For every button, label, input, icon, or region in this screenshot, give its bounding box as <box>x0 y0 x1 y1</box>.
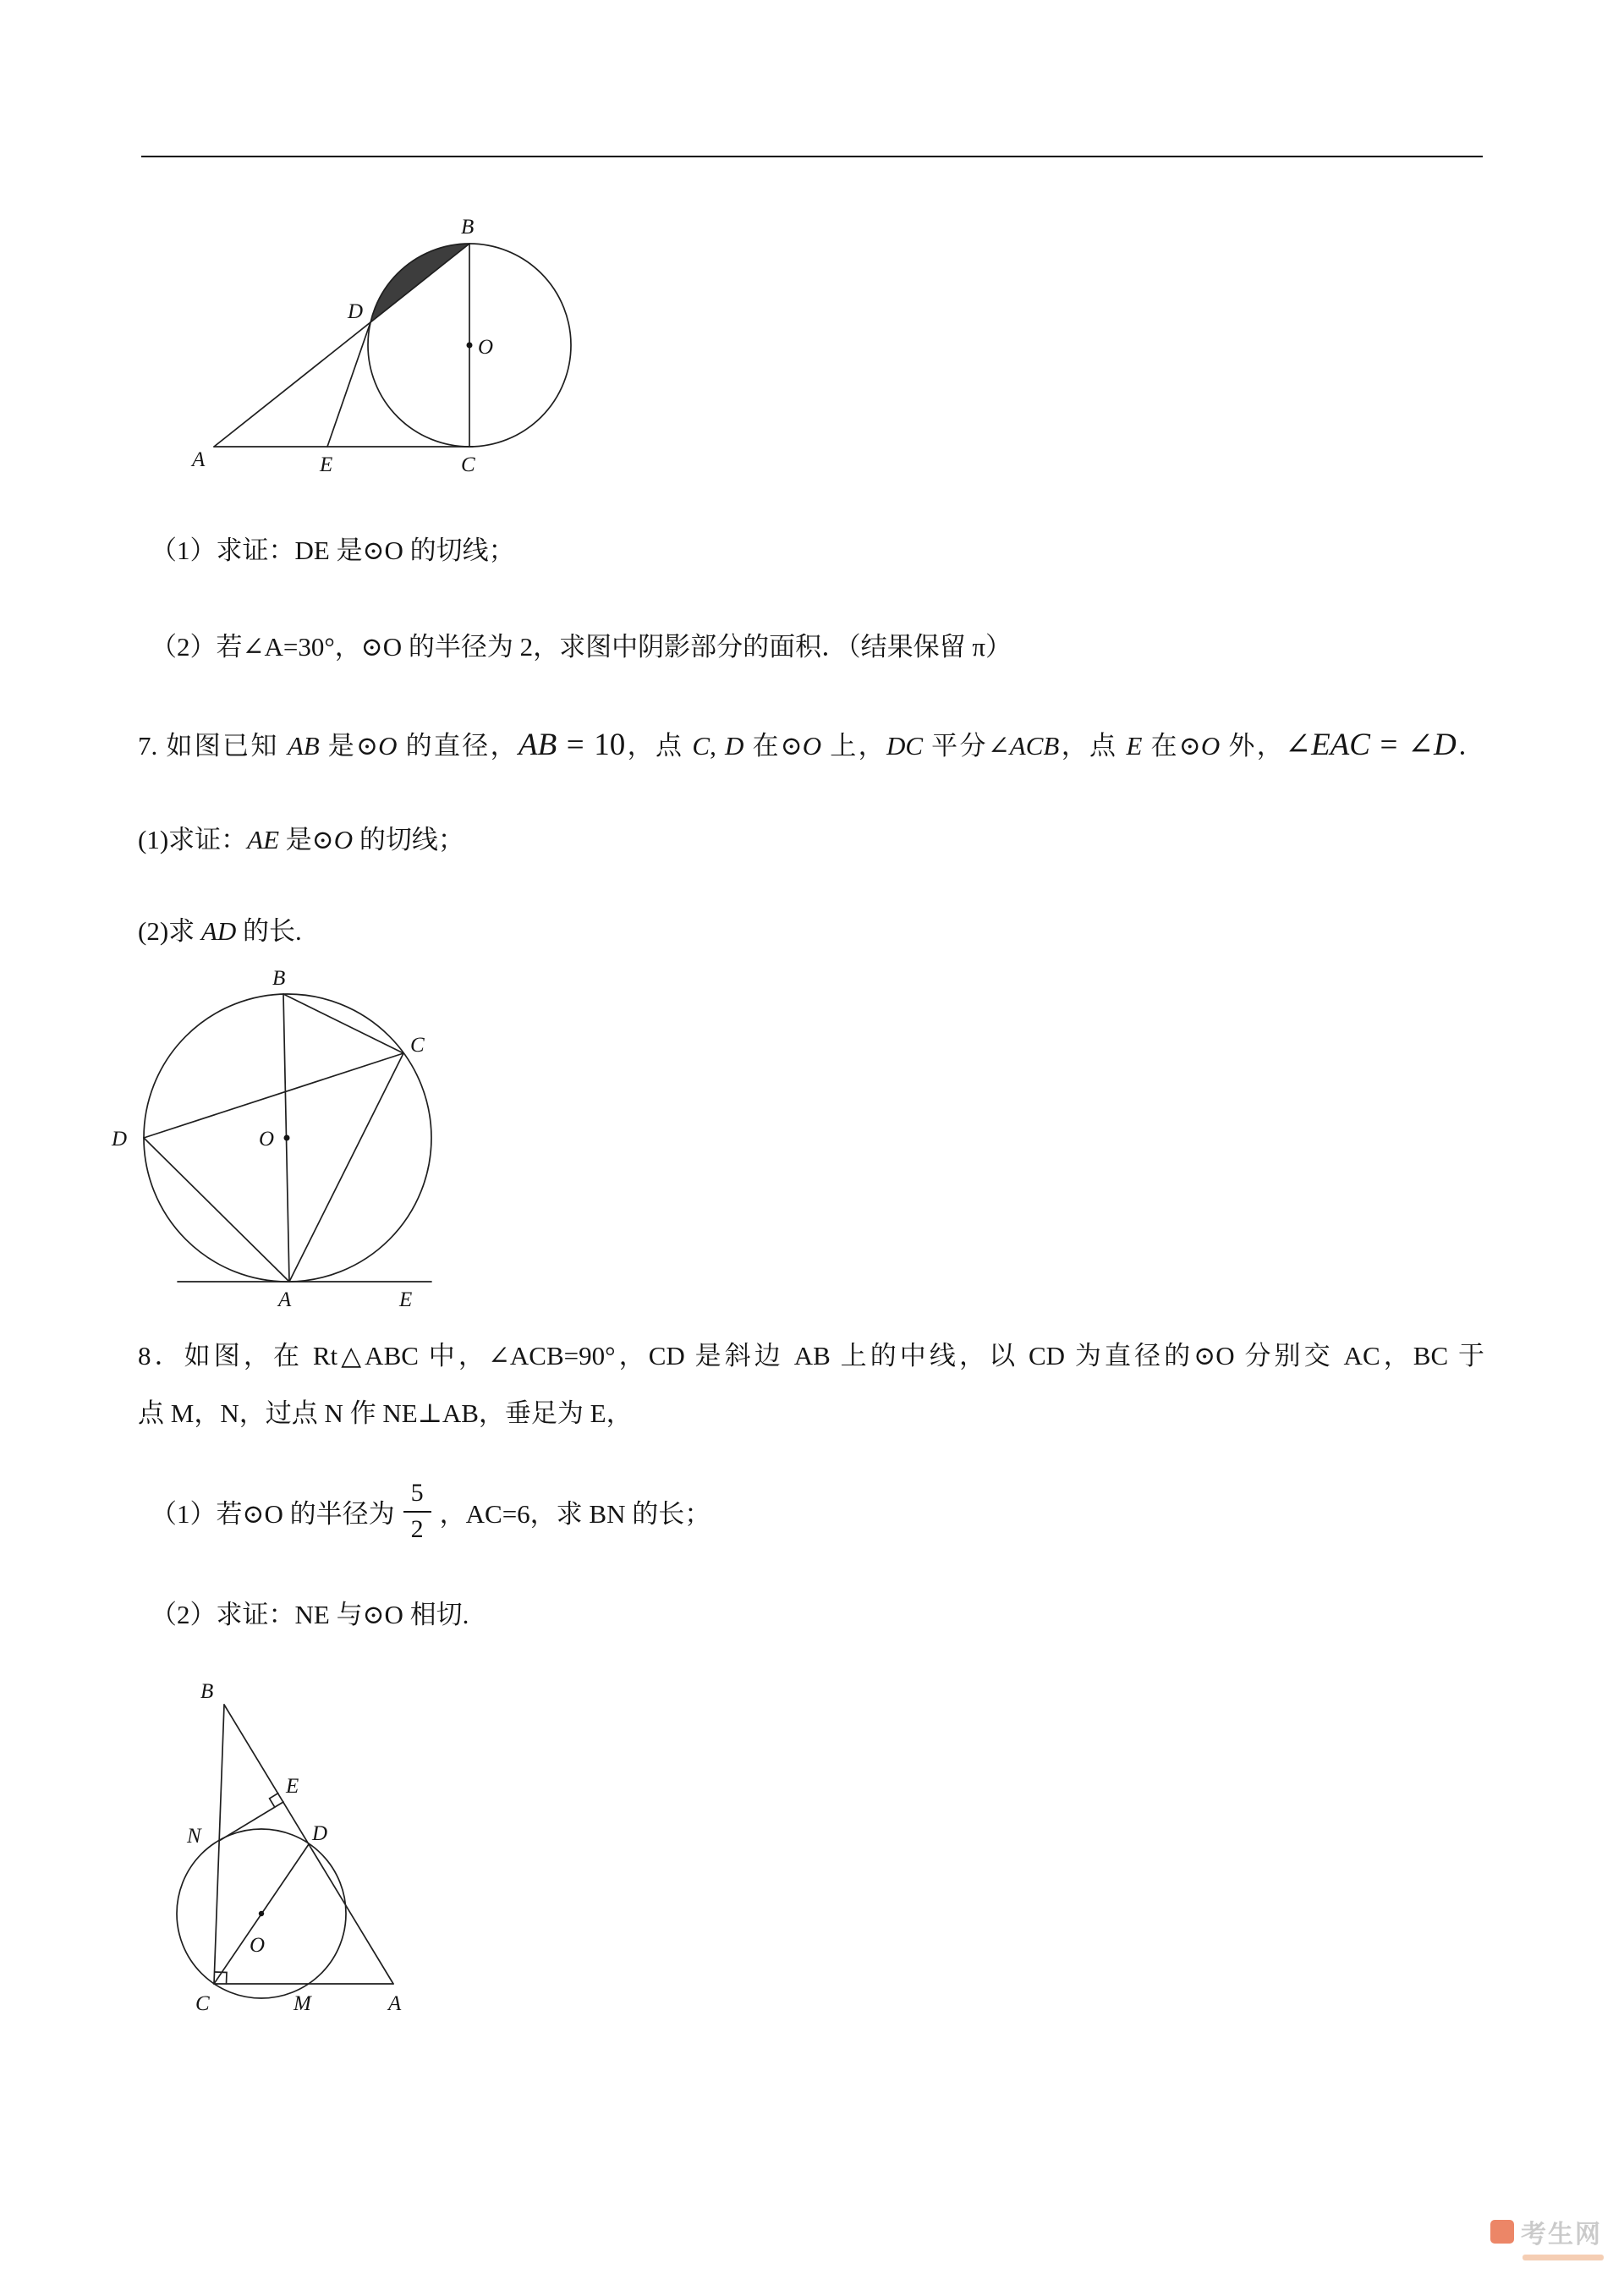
kaosheng-logo-icon <box>1490 2220 1514 2244</box>
fraction-five-halves <box>403 1479 431 1544</box>
chord-DC <box>144 1053 403 1138</box>
fig7-label-E: E <box>399 1288 413 1311</box>
figure-problem7 <box>93 964 465 1320</box>
fig7-label-O: O <box>259 1128 275 1151</box>
problem8-stem-line1: 8．如图，在 Rt△ABC 中，∠ACB=90°，CD 是斜边 AB 上的中线，以 CD 为直径的⊙O 分别交 AC，BC 于 <box>138 1341 1484 1370</box>
fraction-denominator: 2 <box>410 1514 424 1543</box>
problem6-part1-text: （1）求证：DE 是⊙O 的切线； <box>151 536 515 565</box>
figure-problem8 <box>148 1671 427 2035</box>
problem7-part2-text: (2)求 AD 的长. <box>138 916 302 946</box>
chord-DA <box>144 1138 289 1282</box>
segment-NE <box>219 1802 283 1841</box>
header-rule <box>141 156 1483 157</box>
fig6-label-O: O <box>478 336 494 359</box>
problem8-part1-line <box>151 1479 710 1544</box>
fig7-label-D: D <box>112 1128 128 1151</box>
fig8-label-E: E <box>286 1775 299 1798</box>
fig7-label-A: A <box>278 1288 292 1311</box>
watermark-subtext-bar <box>1522 2255 1604 2260</box>
line-DE <box>327 322 370 447</box>
fig6-label-B: B <box>461 216 475 239</box>
fig8-label-N: N <box>187 1825 201 1848</box>
watermark-brand-text: 考生网 <box>1521 2221 1602 2249</box>
chord-BC <box>283 994 403 1053</box>
fig7-label-B: B <box>272 967 286 990</box>
figure-problem6-svg <box>140 211 630 491</box>
center-dot-O <box>467 343 473 349</box>
fig8-label-C: C <box>195 1992 210 2015</box>
fig8-label-B: B <box>200 1680 214 1703</box>
chord-CA <box>289 1053 403 1282</box>
problem6-part2-text: （2）若∠A=30°，⊙O 的半径为 2，求图中阴影部分的面积．（结果保留 π） <box>151 632 1012 662</box>
side-BC <box>214 1705 224 1984</box>
fig6-label-D: D <box>348 300 364 323</box>
watermark-row <box>1490 2213 1604 2250</box>
fig6-label-C: C <box>461 453 475 476</box>
fig8-label-M: M <box>294 1992 311 2015</box>
figure-problem8-svg <box>148 1671 427 2035</box>
fig8-label-A: A <box>388 1992 402 2015</box>
problem8-part2-text: （2）求证：NE 与⊙O 相切. <box>151 1600 469 1629</box>
problem8-part1-suffix: ，AC=6，求 BN 的长； <box>439 1499 711 1529</box>
center-dot-O <box>259 1911 264 1916</box>
problem8-part1-prefix: （1）若⊙O 的半径为 <box>151 1499 395 1529</box>
figure-problem6 <box>140 211 630 491</box>
fig6-label-E: E <box>320 453 333 476</box>
fig7-label-C: C <box>410 1034 425 1057</box>
center-dot-O <box>284 1135 290 1141</box>
fig6-label-A: A <box>192 448 206 471</box>
fig8-label-O: O <box>250 1934 266 1957</box>
problem7-stem-text: 7. 如图已知 AB 是⊙O 的直径，AB = 10，点 C, D 在⊙O 上，DC 平分∠ACB，点 E 在⊙O 外，∠EAC = ∠D． <box>138 728 1485 762</box>
watermark-kaosheng <box>1490 2213 1604 2260</box>
fig8-label-D: D <box>312 1822 328 1845</box>
figure-problem7-svg <box>93 964 465 1320</box>
problem8-stem-line2: 点 M，N，过点 N 作 NE⊥AB，垂足为 E， <box>138 1398 633 1428</box>
problem7-part1-text: (1)求证：AE 是⊙O 的切线； <box>138 825 464 854</box>
fraction-numerator: 5 <box>403 1479 431 1513</box>
line-AB <box>214 244 469 447</box>
